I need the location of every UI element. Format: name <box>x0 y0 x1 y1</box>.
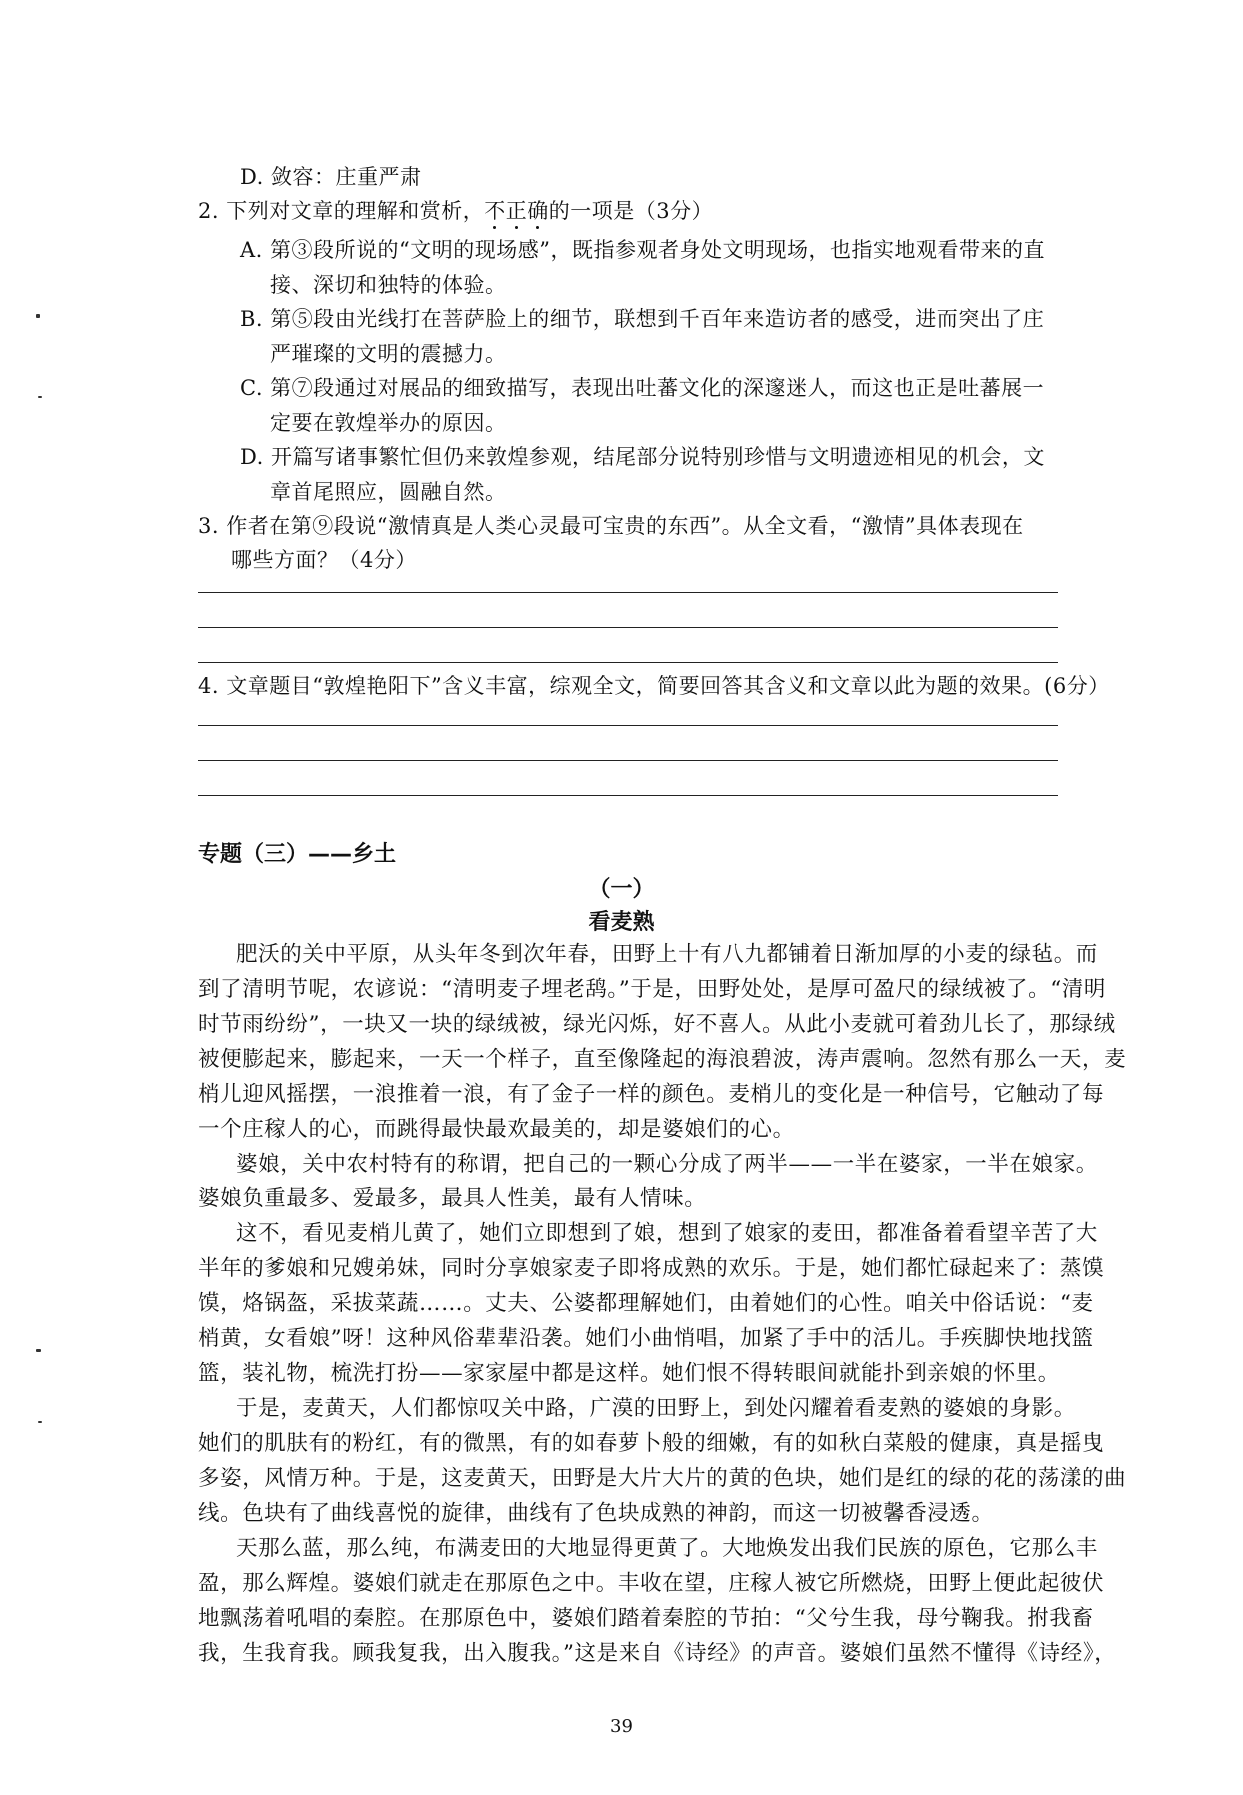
article-line: 这不，看见麦梢儿黄了，她们立即想到了娘，想到了娘家的麦田，都准备着看望辛苦了大 <box>236 1221 1098 1246</box>
answer-line <box>198 725 1058 726</box>
scan-speck <box>36 1349 41 1352</box>
article-line: 肥沃的关中平原，从头年冬到次年春，田野上十有八九都铺着日渐加厚的小麦的绿毡。而 <box>236 942 1098 967</box>
scan-speck <box>36 314 40 318</box>
page-number: 39 <box>610 1716 633 1737</box>
answer-line <box>198 760 1058 761</box>
q4-stem: 4. 文章题目“敦煌艳阳下”含义丰富，综观全文，简要回答其含义和文章以此为题的效果。(6分） <box>198 674 1110 698</box>
article-line: 我，生我育我。顾我复我，出入腹我。”这是来自《诗经》的声音。婆娘们虽然不懂得《诗经》， <box>198 1641 1117 1666</box>
q2-option-d-line1: D. 开篇写诸事繁忙但仍来敦煌参观，结尾部分说特别珍惜与文明遗迹相见的机会，文 <box>240 445 1045 469</box>
article-line: 到了清明节呢，农谚说：“清明麦子埋老鸹。”于是，田野处处，是厚可盈尺的绿绒被了。“清明 <box>198 977 1107 1002</box>
q3-stem-line1: 3. 作者在第⑨段说“激情真是人类心灵最可宝贵的东西”。从全文看，“激情”具体表现在 <box>198 514 1024 538</box>
article-line: 梢黄，女看娘”呀！这种风俗辈辈沿袭。她们小曲悄唱，加紧了手中的活儿。手疾脚快地找篮 <box>198 1326 1094 1351</box>
q1-option-d: D. 敛容：庄重严肃 <box>240 165 422 189</box>
article-line: 一个庄稼人的心，而跳得最快最欢最美的，却是婆娘们的心。 <box>198 1117 795 1142</box>
emphasis-char: 确 <box>527 199 549 223</box>
article-line: 篮，装礼物，梳洗打扮——家家屋中都是这样。她们恨不得转眼间就能扑到亲娘的怀里。 <box>198 1361 1060 1386</box>
article-line: 地飘荡着吼唱的秦腔。在那原色中，婆娘们踏着秦腔的节拍：“父兮生我，母兮鞠我。拊我畜 <box>198 1606 1094 1631</box>
article-line: 半年的爹娘和兄嫂弟妹，同时分享娘家麦子即将成熟的欢乐。于是，她们都忙碌起来了：蒸馍 <box>198 1256 1105 1281</box>
q3-stem-line2: 哪些方面？（4分） <box>231 548 417 572</box>
section-title: 专题（三）——乡土 <box>198 842 397 867</box>
article-line: 婆娘，关中农村特有的称谓，把自己的一颗心分成了两半——一半在婆家，一半在娘家。 <box>236 1152 1098 1177</box>
emphasis-char: 不 <box>484 199 506 223</box>
scan-speck <box>38 1421 42 1423</box>
emphasis-char: 正 <box>505 199 528 223</box>
article-line: 她们的肌肤有的粉红，有的微黑，有的如春萝卜般的细嫩，有的如秋白菜般的健康，真是摇曳 <box>198 1431 1105 1456</box>
q2-option-a-line1: A. 第③段所说的“文明的现场感”，既指参观者身处文明现场，也指实地观看带来的直 <box>240 238 1045 262</box>
article-line: 被便膨起来，膨起来，一天一个样子，直至像隆起的海浪碧波，涛声震响。忽然有那么一天，麦 <box>198 1047 1127 1072</box>
article-title: 看麦熟 <box>588 910 655 935</box>
article-line: 时节雨纷纷”，一块又一块的绿绒被，绿光闪烁，好不喜人。从此小麦就可着劲儿长了，那绿绒 <box>198 1012 1116 1037</box>
article-line: 多姿，风情万种。于是，这麦黄天，田野是大片大片的黄的色块，她们是红的绿的花的荡漾的曲 <box>198 1466 1127 1491</box>
answer-line <box>198 592 1058 593</box>
section-number: （一） <box>588 877 655 902</box>
article-line: 线。色块有了曲线喜悦的旋律，曲线有了色块成熟的神韵，而这一切被馨香浸透。 <box>198 1501 994 1526</box>
article-line: 梢儿迎风摇摆，一浪推着一浪，有了金子一样的颜色。麦梢儿的变化是一种信号，它触动了每 <box>198 1082 1105 1107</box>
q2-option-c-line1: C. 第⑦段通过对展品的细致描写，表现出吐蕃文化的深邃迷人，而这也正是吐蕃展一 <box>240 376 1045 400</box>
article-line: 婆娘负重最多、爱最多，最具人性美，最有人情味。 <box>198 1186 707 1211</box>
q2-option-b-line1: B. 第⑤段由光线打在菩萨脸上的细节，联想到千百年来造访者的感受，进而突出了庄 <box>240 307 1045 331</box>
q2-option-c-line2: 定要在敦煌举办的原因。 <box>270 411 507 435</box>
article-line: 馍，烙锅盔，采拔菜蔬……。丈夫、公婆都理解她们，由着她们的心性。咱关中俗话说：“麦 <box>198 1291 1094 1316</box>
answer-line <box>198 795 1058 796</box>
q2-option-d-line2: 章首尾照应，圆融自然。 <box>270 480 507 504</box>
answer-line <box>198 627 1058 628</box>
q2-stem-prefix: 2. 下列对文章的理解和赏析， <box>198 199 485 223</box>
q2-option-b-line2: 严璀璨的文明的震撼力。 <box>270 342 507 366</box>
article-line: 天那么蓝，那么纯，布满麦田的大地显得更黄了。大地焕发出我们民族的原色，它那么丰 <box>236 1536 1098 1561</box>
article-line: 于是，麦黄天，人们都惊叹关中路，广漠的田野上，到处闪耀着看麦熟的婆娘的身影。 <box>236 1396 1076 1421</box>
q2-option-a-line2: 接、深切和独特的体验。 <box>270 273 507 297</box>
q2-stem-suffix: 的一项是（3分） <box>548 199 714 223</box>
q2-stem <box>198 197 713 225</box>
scan-speck <box>38 396 42 398</box>
answer-line <box>198 662 1058 663</box>
article-line: 盈，那么辉煌。婆娘们就走在那原色之中。丰收在望，庄稼人被它所燃烧，田野上便此起彼伏 <box>198 1571 1105 1596</box>
